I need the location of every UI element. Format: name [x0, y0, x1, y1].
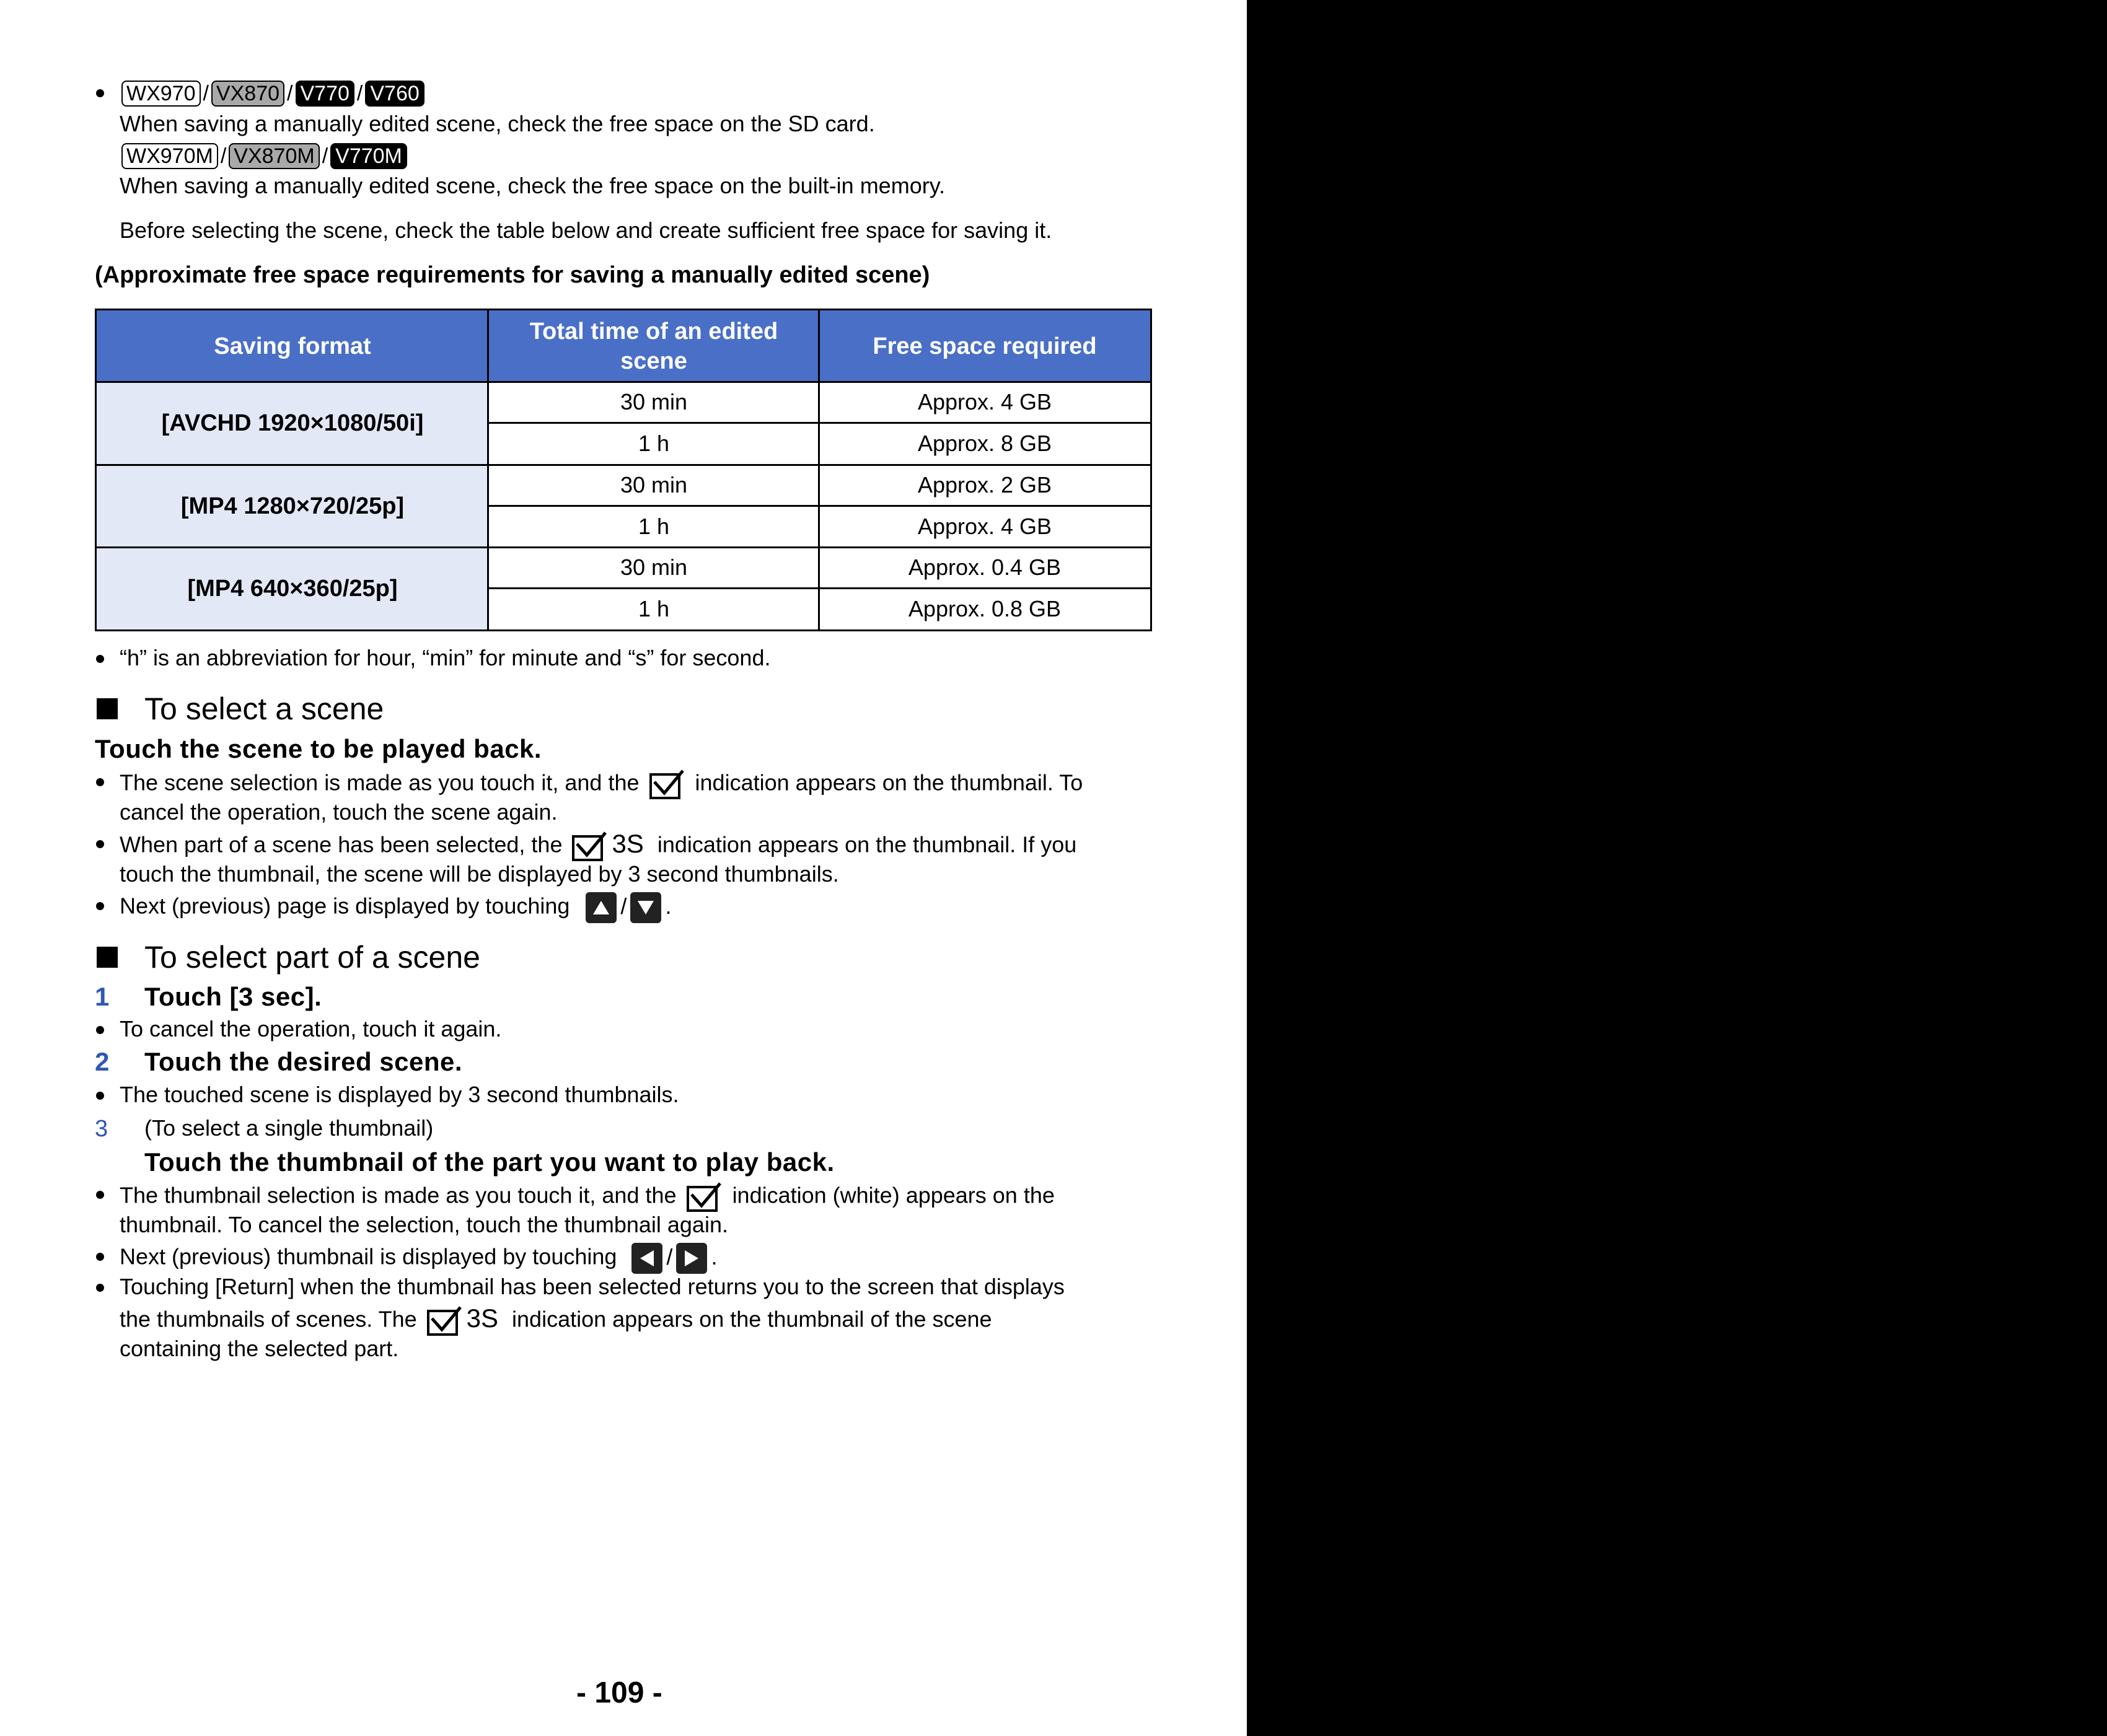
- time-cell: 30 min: [620, 389, 688, 414]
- bullet: [96, 778, 104, 786]
- table-divider: [488, 505, 1150, 507]
- bullet-text: The thumbnail selection is made as you touch it, and the indication (white) appears on the: [120, 1181, 1055, 1213]
- check-indication-icon: [426, 1305, 464, 1337]
- bullet-text: When part of a scene has been selected, the 3S indication appears on the thumbnail. If you: [120, 830, 1076, 862]
- bullet-text: Next (previous) thumbnail is displayed by touching / .: [120, 1243, 717, 1274]
- time-cell: 1 h: [638, 513, 670, 539]
- bullet-text: The touched scene is displayed by 3 second thumbnails.: [120, 1082, 679, 1107]
- check-indication-icon: [685, 1181, 724, 1213]
- bullet-text: Next (previous) page is displayed by touching / .: [120, 892, 671, 923]
- step-subtitle: (To select a single thumbnail): [144, 1115, 434, 1141]
- time-cell: 30 min: [620, 472, 688, 498]
- table-divider: [97, 381, 1150, 383]
- table-divider: [487, 310, 489, 629]
- space-cell: Approx. 4 GB: [917, 513, 1052, 539]
- 3s-label: 3S: [612, 828, 644, 858]
- bullet: [96, 1284, 104, 1292]
- heading-square-icon: [97, 698, 118, 719]
- space-cell: Approx. 2 GB: [917, 472, 1052, 498]
- step-number: 3: [95, 1116, 108, 1142]
- memory-note: When saving a manually edited scene, check the free space on the built-in memory.: [120, 173, 946, 198]
- section-title: To select a scene: [144, 691, 384, 726]
- instruction: Touch the scene to be played back.: [95, 734, 542, 763]
- time-cell: 30 min: [620, 555, 688, 580]
- page-up-icon: [586, 892, 617, 923]
- bullet: [96, 902, 104, 910]
- table-divider: [818, 310, 820, 629]
- table-divider: [97, 546, 1150, 548]
- space-cell: Approx. 4 GB: [917, 389, 1052, 414]
- model-tag: VX870: [211, 81, 284, 107]
- bullet: [96, 1253, 104, 1261]
- space-cell: Approx. 0.4 GB: [908, 555, 1062, 580]
- previous-icon: [631, 1243, 662, 1274]
- format-cell: [MP4 1280×720/25p]: [97, 465, 488, 547]
- bullet: [96, 1191, 104, 1199]
- table-divider: [97, 464, 1150, 466]
- model-tag: V770: [296, 81, 354, 107]
- table-header: Saving format: [97, 310, 488, 382]
- model-tag: WX970M: [121, 143, 218, 169]
- table-header: Free space required: [819, 310, 1150, 382]
- bullet-text: Touching [Return] when the thumbnail has been selected returns you to the screen that displays: [120, 1274, 1065, 1299]
- next-icon: [676, 1243, 707, 1274]
- step-number: 2: [95, 1047, 110, 1076]
- bullet: [96, 89, 104, 97]
- 3s-label: 3S: [466, 1303, 499, 1333]
- model-tags-sd: WX970 / VX870 / V770 / V760: [121, 79, 424, 107]
- step-instruction: Touch [3 sec].: [144, 982, 322, 1011]
- format-cell: [AVCHD 1920×1080/50i]: [97, 382, 488, 465]
- model-tag: VX870M: [229, 143, 319, 169]
- page-number: - 109 -: [576, 1677, 662, 1709]
- bullet-text: the thumbnails of scenes. The 3S indication appears on the thumbnail of the scene: [120, 1305, 992, 1337]
- time-cell: 1 h: [638, 595, 670, 621]
- bullet-text: cancel the operation, touch the scene again.: [120, 799, 558, 825]
- heading-square-icon: [97, 947, 118, 968]
- time-cell: 1 h: [638, 431, 670, 456]
- model-tag: WX970: [121, 81, 201, 107]
- check-indication-icon: [648, 768, 687, 800]
- bullet: [96, 1026, 104, 1034]
- check-indication-icon: [571, 830, 609, 862]
- page-down-icon: [630, 892, 661, 923]
- bullet-text: thumbnail. To cancel the selection, touch the thumbnail again.: [120, 1212, 728, 1237]
- before-note: Before selecting the scene, check the table below and create sufficient free space for saving it.: [120, 217, 1052, 243]
- bullet-text: The scene selection is made as you touch it, and the indication appears on the thumbnail. To: [120, 768, 1083, 800]
- model-tags-memory: WX970M / VX870M / V770M: [121, 142, 407, 169]
- sd-card-note: When saving a manually edited scene, check the free space on the SD card.: [120, 111, 875, 136]
- model-tag: V760: [365, 81, 424, 107]
- table-divider: [488, 587, 1150, 589]
- space-cell: Approx. 0.8 GB: [908, 595, 1062, 621]
- abbreviation-note: “h” is an abbreviation for hour, “min” for minute and “s” for second.: [120, 645, 771, 670]
- bullet: [96, 1092, 104, 1100]
- bullet: [96, 655, 104, 663]
- step-number: 1: [95, 982, 110, 1011]
- table-divider: [488, 422, 1150, 424]
- table-header: Total time of an edited scene: [488, 310, 819, 382]
- section-title: To select part of a scene: [144, 940, 480, 975]
- model-tag: V770M: [330, 143, 407, 169]
- table-caption: (Approximate free space requirements for saving a manually edited scene): [95, 262, 930, 288]
- space-cell: Approx. 8 GB: [917, 431, 1052, 456]
- free-space-table: [95, 309, 1152, 631]
- bullet-text: touch the thumbnail, the scene will be displayed by 3 second thumbnails.: [120, 861, 839, 887]
- format-cell: [MP4 640×360/25p]: [97, 547, 488, 629]
- step-instruction: Touch the desired scene.: [144, 1047, 463, 1076]
- bullet-text: To cancel the operation, touch it again.: [120, 1016, 502, 1041]
- bullet-text: containing the selected part.: [120, 1336, 399, 1361]
- bullet: [96, 840, 104, 848]
- step-instruction: Touch the thumbnail of the part you want to play back.: [144, 1147, 835, 1177]
